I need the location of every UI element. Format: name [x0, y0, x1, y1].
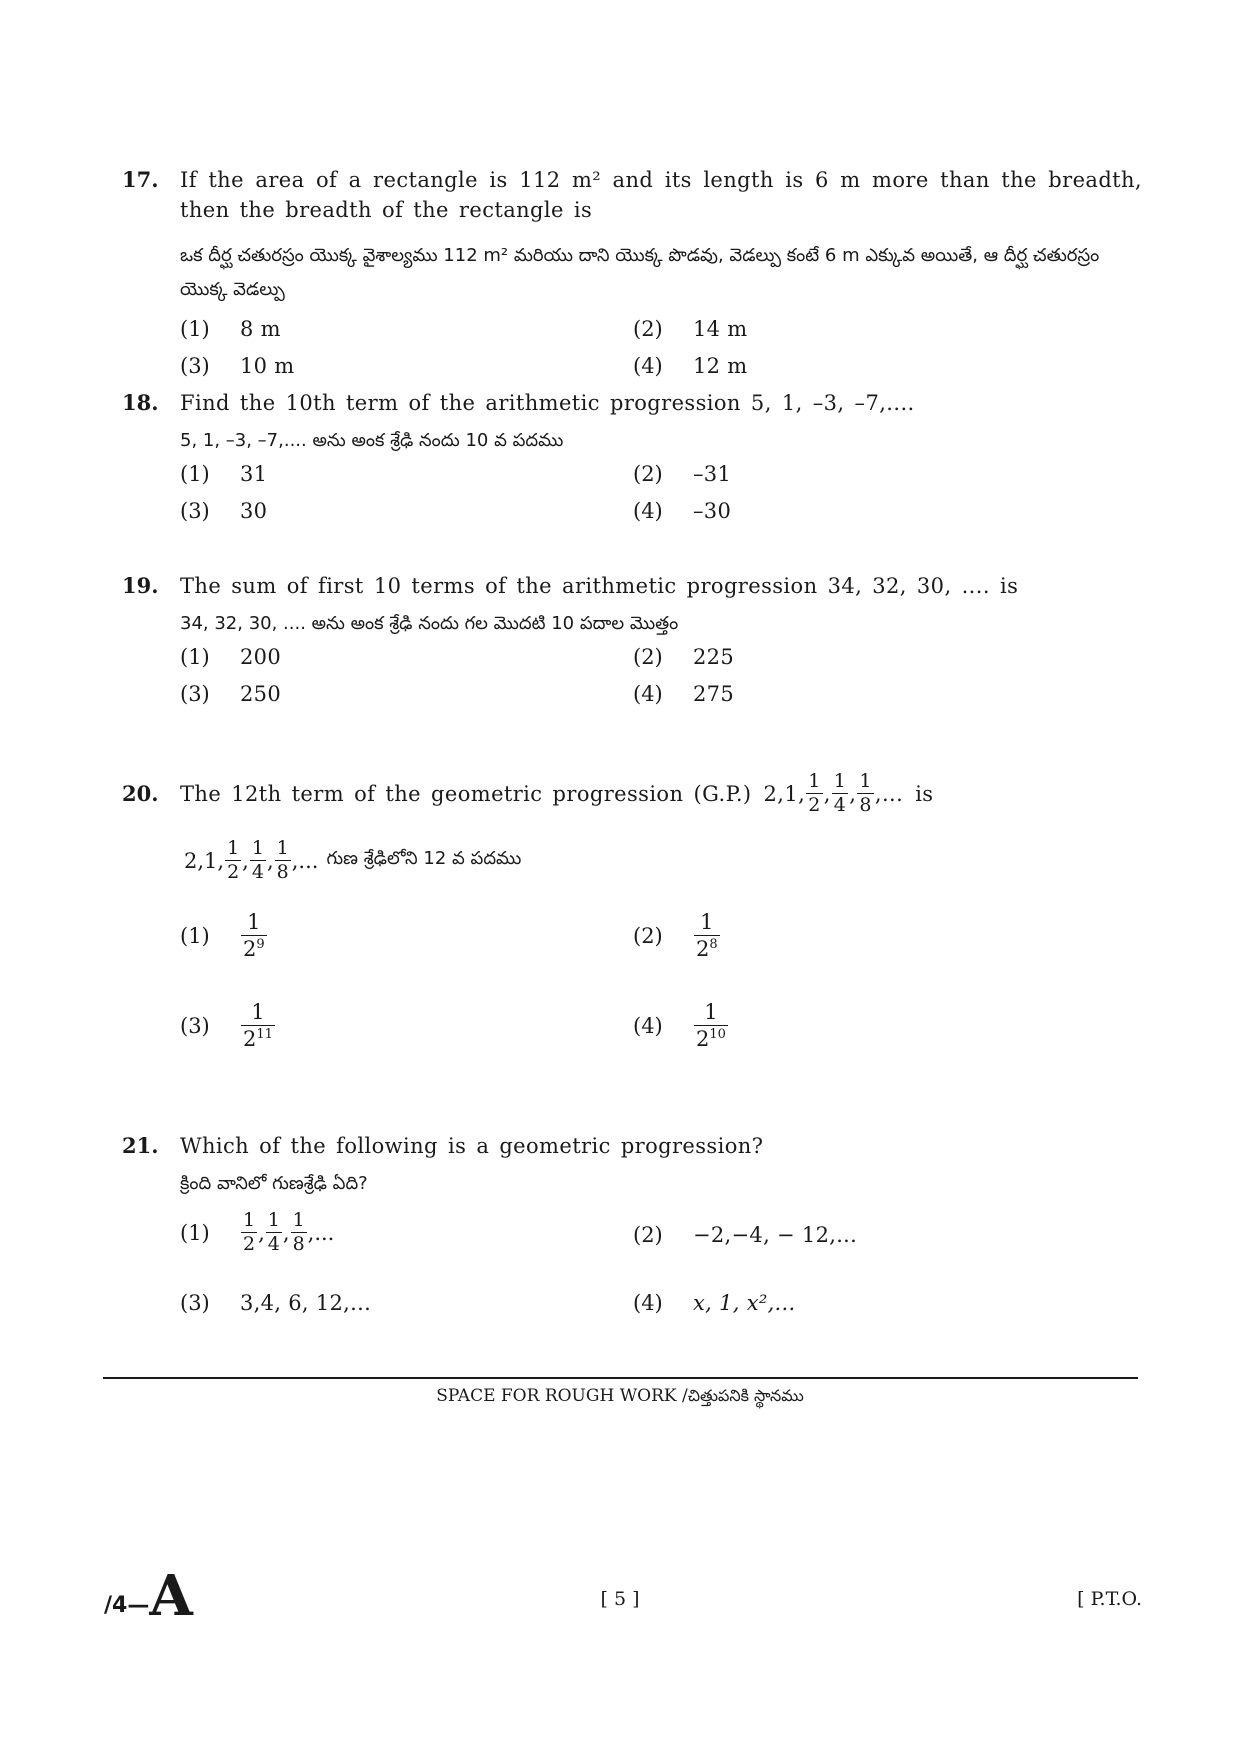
fraction-numerator: 1 — [292, 1209, 305, 1231]
option-value: 30 — [240, 499, 268, 523]
option-value: 31 — [240, 462, 268, 486]
fraction-denominator: 4 — [833, 794, 847, 816]
option-2[interactable] — [633, 912, 721, 960]
question-text-suffix: is — [915, 781, 934, 806]
option-label: (2) — [633, 317, 663, 341]
option-label: (4) — [633, 354, 663, 378]
option-value: 275 — [693, 682, 734, 706]
fraction — [275, 839, 291, 882]
options — [180, 641, 1142, 719]
option-label: (3) — [180, 682, 210, 706]
fraction-denominator — [694, 1025, 728, 1050]
fraction-numerator: 1 — [859, 770, 872, 792]
page-number: [ 5 ] — [600, 1588, 640, 1610]
question-number: 17. — [122, 167, 159, 192]
option-1[interactable] — [180, 317, 281, 341]
fraction-numerator: 1 — [243, 1209, 256, 1231]
fraction-denominator: 4 — [267, 1233, 280, 1255]
power-exponent: 9 — [256, 937, 265, 952]
option-label: (1) — [180, 924, 210, 948]
option-label: (3) — [180, 1291, 210, 1315]
fraction-numerator: 1 — [704, 1000, 718, 1024]
sequence-tail: ,... — [307, 1220, 335, 1245]
option-label: (4) — [633, 1014, 663, 1038]
fraction-denominator — [241, 1025, 275, 1050]
option-2[interactable] — [633, 317, 748, 341]
option-4[interactable] — [633, 499, 731, 523]
power-base: 2 — [243, 937, 257, 961]
question-text-te: ఒక దీర్ఘ చతురస్రం యొక్క వైశాల్యము 112 m² మరియు దాని యొక్క పొడవు, వెడల్పు కంటే 6 m ఎక్కువ అయితే, ఆ దీర్ఘ చతురస్రం యొక్క వెడల్పు — [180, 245, 1100, 300]
question-number: 20. — [122, 780, 159, 806]
option-value: –31 — [693, 462, 732, 486]
option-value: 12 m — [693, 354, 748, 378]
question-text-prefix: The 12th term of the geometric progression (G.P.) — [180, 781, 752, 806]
sequence-lead: 2,1, — [763, 781, 806, 806]
option-4[interactable] — [633, 1291, 795, 1315]
fraction-numerator: 1 — [833, 770, 847, 792]
option-label: (4) — [633, 1291, 663, 1315]
option-3[interactable] — [180, 1291, 371, 1315]
fraction — [694, 912, 720, 960]
option-label: (2) — [633, 462, 663, 486]
question-text-te: 34, 32, 30, .... అను అంక శ్రేఢి నందు గల మొదటి 10 పదాల మొత్తం — [180, 613, 679, 634]
question-number: 18. — [122, 390, 159, 415]
options — [180, 458, 1142, 536]
fraction-numerator: 1 — [276, 837, 289, 859]
option-label: (1) — [180, 645, 210, 669]
fraction-denominator: 2 — [808, 794, 821, 816]
question-text-en: The sum of first 10 terms of the arithmetic progression 34, 32, 30, .... is — [180, 574, 1019, 598]
booklet-set: A — [149, 1563, 193, 1629]
option-value: 250 — [240, 682, 281, 706]
pto-label: [ P.T.O. — [1077, 1588, 1142, 1610]
option-label: (1) — [180, 462, 210, 486]
option-value: –30 — [693, 499, 732, 523]
question-20 — [122, 772, 1142, 1062]
option-4[interactable] — [633, 682, 734, 706]
fraction-denominator: 4 — [251, 861, 264, 883]
option-value: 14 m — [693, 317, 748, 341]
question-18 — [122, 388, 1142, 536]
option-value: $\frac{1}{2}$ , $\frac{1}{4}$ , $\frac{1}{8}$ ,... — [243, 1209, 335, 1255]
option-label: (2) — [633, 645, 663, 669]
question-number: 21. — [122, 1133, 159, 1158]
fraction — [832, 772, 849, 815]
question-text-te: క్రింది వానిలో గుణశ్రేఢి ఏది? — [180, 1173, 368, 1194]
fraction — [225, 839, 241, 882]
option-value: 225 — [693, 645, 734, 669]
sequence-tail: ,... — [874, 781, 904, 806]
gp-sequence: 2,1, $\frac{1}{2}$ , $\frac{1}{4}$ , $\frac{1}{8}$ ,... — [184, 837, 319, 883]
option-value: −2,−4, − 12,... — [693, 1223, 858, 1247]
fraction-denominator: 8 — [859, 794, 872, 816]
fraction — [241, 912, 267, 960]
fraction — [857, 772, 874, 815]
option-label: (1) — [180, 317, 210, 341]
question-19 — [122, 571, 1142, 719]
options — [180, 1211, 1142, 1361]
option-value: 8 m — [240, 317, 281, 341]
fraction-denominator: 2 — [243, 1233, 256, 1255]
option-4[interactable] — [633, 1002, 729, 1050]
sequence-tail: ,... — [291, 848, 319, 873]
fraction-numerator: 1 — [247, 910, 261, 934]
options — [180, 912, 1142, 1062]
option-label: (4) — [633, 499, 663, 523]
option-label: (1) — [180, 1220, 210, 1245]
option-2[interactable] — [633, 462, 731, 486]
option-value: 200 — [240, 645, 281, 669]
rough-work-en: SPACE FOR ROUGH WORK / — [436, 1386, 688, 1406]
option-4[interactable] — [633, 354, 748, 378]
question-21 — [122, 1131, 1142, 1361]
question-number: 19. — [122, 573, 159, 598]
fraction — [241, 1002, 275, 1050]
option-1[interactable] — [180, 912, 268, 960]
fraction — [806, 772, 823, 815]
option-value: 3,4, 6, 12,... — [240, 1291, 372, 1315]
fraction-denominator — [241, 935, 267, 960]
option-label: (3) — [180, 354, 210, 378]
option-3[interactable] — [180, 1002, 276, 1050]
question-text-en: If the area of a rectangle is 112 m² and its length is 6 m more than the breadth, then the breadth of the rectangle is — [180, 168, 1142, 222]
option-3[interactable] — [180, 682, 281, 706]
fraction-denominator: 8 — [292, 1233, 305, 1255]
option-2[interactable] — [633, 645, 734, 669]
sequence-lead: 2,1, — [184, 848, 225, 873]
fraction-numerator: 1 — [251, 1000, 265, 1024]
option-1[interactable] — [180, 1211, 334, 1254]
option-value: 10 m — [240, 354, 295, 378]
fraction-numerator: 1 — [227, 837, 240, 859]
power-base: 2 — [696, 937, 710, 961]
question-text-te — [184, 839, 1142, 882]
option-label: (2) — [633, 924, 663, 948]
fraction-denominator: 8 — [276, 861, 289, 883]
fraction-numerator: 1 — [808, 770, 821, 792]
power-exponent: 10 — [709, 1027, 726, 1042]
power-exponent: 11 — [256, 1027, 273, 1042]
fraction-numerator: 1 — [267, 1209, 280, 1231]
rough-work-te: చిత్తుపనికి స్థానము — [687, 1386, 804, 1405]
option-1[interactable] — [180, 645, 281, 669]
paper-code: /4— — [104, 1593, 150, 1618]
question-text-en: Which of the following is a geometric progression? — [180, 1134, 764, 1158]
fraction-numerator: 1 — [700, 910, 714, 934]
fraction — [250, 839, 266, 882]
question-text-en — [180, 772, 933, 815]
option-value: x, 1, x²,... — [693, 1291, 796, 1315]
power-base: 2 — [243, 1027, 257, 1051]
question-text-en: Find the 10th term of the arithmetic progression 5, 1, –3, –7,.... — [180, 391, 915, 415]
question-17 — [122, 165, 1142, 391]
rough-work-label — [0, 1386, 1240, 1409]
option-3[interactable] — [180, 354, 295, 378]
fraction-denominator: 2 — [227, 861, 240, 883]
fraction — [291, 1211, 307, 1254]
option-label: (2) — [633, 1223, 663, 1247]
telugu-text: గుణ శ్రేఢిలోని 12 వ పదము — [326, 848, 522, 869]
power-exponent: 8 — [709, 937, 718, 952]
fraction — [266, 1211, 282, 1254]
option-2[interactable] — [633, 1223, 857, 1247]
gp-sequence: 2,1, $\frac{1}{2}$ , $\frac{1}{4}$ , $\frac{1}{8}$ ,... — [763, 770, 904, 816]
option-label: (4) — [633, 682, 663, 706]
question-text-te: 5, 1, –3, –7,.... అను అంక శ్రేఢి నందు 10 వ పదము — [180, 430, 564, 451]
fraction — [241, 1211, 257, 1254]
option-1[interactable] — [180, 462, 267, 486]
options — [180, 313, 1142, 391]
power-base: 2 — [696, 1027, 710, 1051]
option-label: (3) — [180, 499, 210, 523]
fraction-denominator — [694, 935, 720, 960]
rough-work-divider — [103, 1377, 1138, 1379]
fraction — [694, 1002, 728, 1050]
fraction-numerator: 1 — [251, 837, 264, 859]
option-3[interactable] — [180, 499, 267, 523]
option-label: (3) — [180, 1014, 210, 1038]
